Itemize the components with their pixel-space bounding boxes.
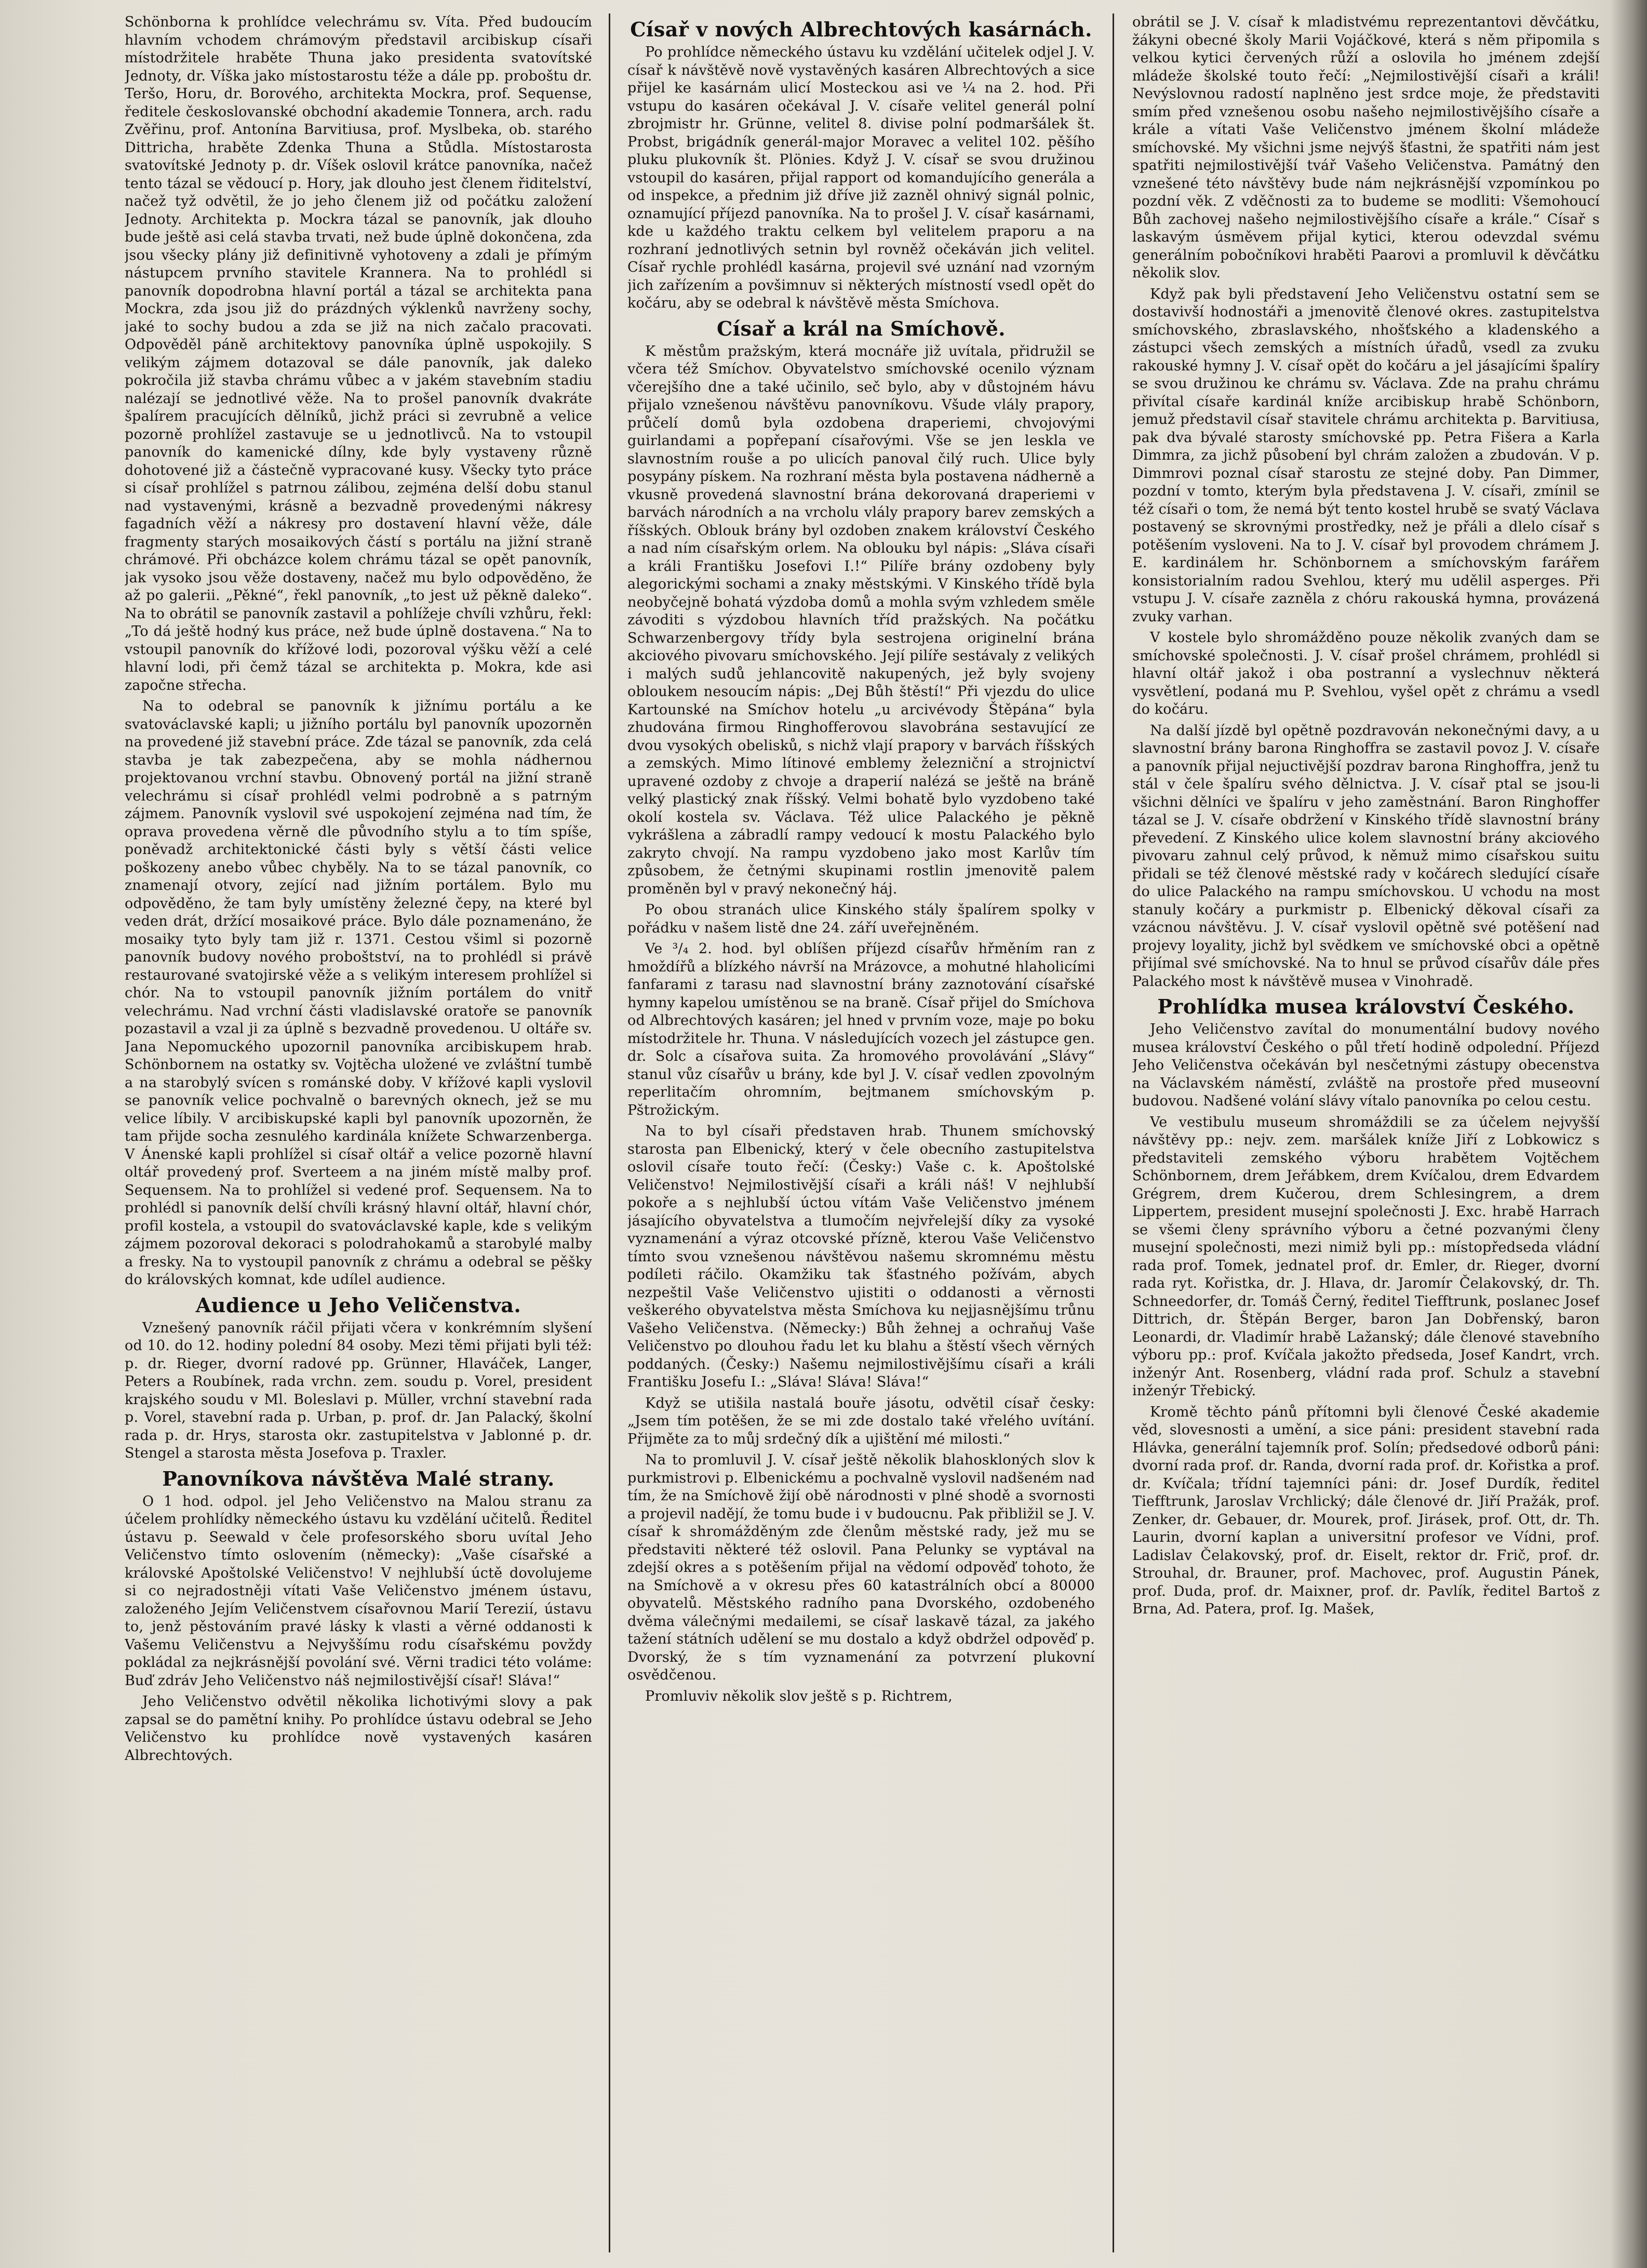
article-paragraph: O 1 hod. odpol. jel Jeho Veličenstvo na Malou stranu za účelem prohlídky německého ústavu ku vzdělání učitelů. Ředitel ústavu p. Seewald v čele profesorského sboru uvítal Jeho Veličenstvo tímto oslovením (německy): „Vaše císařské a královské Apoštolské Veličenstvo! V nejhlubší úctě dovolujeme si co nejradostněji vítati Vaše Veličenstvo jménem ústavu, založeného Jejím Veličenstvem císařovnou Marií Terezií, ústavu to, jenž pěstováním pravé lásky k vlasti a věrné oddanosti k Vašemu Veličenstvu a Nejvyššímu rodu císařskému povždy pokládal za nejkrásnější povolání své. Věrni tradici této voláme: Buď zdráv Jeho Veličenstvo náš nejmilostivější císař! Sláva!“	[125, 1493, 592, 1689]
page-edge-shadow	[1611, 0, 1647, 2268]
article-paragraph: Schönborna k prohlídce velechrámu sv. Víta. Před budoucím hlavním vchodem chrámovým představil arcibiskup císaři místodržitele hraběte Thuna jako presidenta svatovítské Jednoty, dr. Víška jako místostarostu téže a dále pp. proboštu dr. Teršo, Horu, dr. Borového, architekta Mockra, prof. Sequense, ředitele českoslovanské obchodní akademie Tonnera, arch. radu Zvěřinu, prof. Antonína Barvitiusa, prof. Myslbeka, ob. starého Dittricha, hraběte Zdenka Thuna a Stůdla. Místostarosta svatovítské Jednoty p. dr. Víšek oslovil krátce panovníka, načež tento tázal se vědoucí p. Hory, jak dlouho jest členem řiditelství, načež tyž odvětil, že jo jeho členem již od počátku založení Jednoty. Architekta p. Mockra tázal se panovník, jak dlouho bude ještě asi celá stavba trvati, než bude úplně dokončena, zda jsou všecky plány již definitivně vyhotoveny a zdali je přímým nástupcem prvního stavitele Krannera. Na to prohlédl si panovník dopodrobna hlavní portál a tázal se architekta pana Mockra, zda jsou již do prázdných výklenků navrženy sochy, jaké to sochy budou a zda se již na nich začalo pracovati. Odpověděl páně architektovy panovníka úplně uspokojily. S velikým zájmem dotazoval se dále panovník, jak daleko pokročila již stavba chrámu vůbec a v jakém stavebním stadiu nalézají se jednotlivé věže. Na to prošel panovník dvakráte špalírem pracujících dělníků, jichž práci si zevrubně a velice pozorně prohlížel zastavuje se u jednotlivců. Na to vstoupil panovník do kamenické dílny, kde byly vystaveny různě dohotovené již a částečně vypracované kusy. Všecky tyto práce si císař prohlížel s patrnou zálibou, zejména delší dobu stanul nad vystavenými, krásně a bezvadně provedenými nákresy fagadních věží a nákresy pro dostavení hlavní věže, dále fragmenty starých mosaikových částí s portálu na jižní straně chrámové. Při obcházce kolem chrámu tázal se opět panovník, jak vysoko jsou věže dostaveny, načež mu bylo odpověděno, že až po galerii. „Pěkné“, řekl panovník, „to jest už pěkně daleko“. Na to obrátil se panovník zastavil a pohlížeje chvíli vzhůru, řekl: „To dá ještě hodný kus práce, než bude úplně dostavena.“ Na to vstoupil panovník do křížové lodi, pozoroval výšku věží a celé hlavní lodi, při čemž tázal se architekta p. Mokra, kde asi započne střecha.	[125, 14, 592, 693]
column-divider	[609, 14, 610, 2252]
article-paragraph: Jeho Veličenstvo zavítal do monumentální budovy nového musea království Českého o půl třetí hodině odpolední. Příjezd Jeho Veličenstva očekáván byl nesčetnými zástupy obecenstva na Václavském náměstí, zvláště na prostoře před museovní budovou. Nadšené volání slávy vítalo panovníka po celou cestu.	[1132, 1021, 1600, 1109]
section-heading-smichov: Císař a král na Smíchově.	[716, 316, 1006, 340]
section-heading-audience: Audience u Jeho Veličenstva.	[195, 1293, 521, 1317]
column-2	[627, 14, 1095, 2252]
article-paragraph: Na další jízdě byl opětně pozdravován nekonečnými davy, a u slavnostní brány barona Ringhoffra se zastavil povoz J. V. císaře a panovník přijal nejuctivější pozdrav barona Ringhoffra, jenž tu stál v čele špalíru svého dělnictva. J. V. císař ptal se jsou-li všichni dělníci ve špalíru v jeho zaměstnání. Baron Ringhoffer tázal se J. V. císaře obdržení v Kinského třídě slavnostní brány převedení. Z Kinského ulice kolem slavnostní brány akciového pivovaru zahnul celý průvod, k němuž mimo císařskou suitu přidali se též členové městské rady v kočárech sledující císaře do ulice Palackého na rampu smíchovskou. U vchodu na most stanuly kočáry a purkmistr p. Elbenický děkoval císaři za vzácnou návštěvu. J. V. císař vyslovil opětně své potěšení nad projevy loyality, jichž byl svědkem ve smíchovské obci a opětně přijímal své smíchovské. Na to hnul se průvod císařův dále přes Palackého most k návštěvě musea v Vinohradě.	[1132, 722, 1600, 990]
section-heading-albrecht-barracks: Císař v nových Albrechtových kasárnách.	[630, 18, 1092, 41]
article-paragraph: Ve ³/₄ 2. hod. byl oblíšen příjezd císařův hřměním ran z hmoždířů a blízkého návrší na Mrázovce, a mohutné hlaholicími fanfarami z tarasu nad slavnostní brány zaznotování císařské hymny kapelou umístěnou se na braně. Císař přijel do Smíchova od Albrechtových kasáren; jel hned v prvním voze, maje po boku místodržitele hr. Thuna. V následujících vozech jel zástupce gen. dr. Solc a císařova suita. Za hromového provolávání „Slávy“ stanul vůz císařův u brány, kde byl J. V. císař vedlen zpovolným reperlitačím ohromním, bejtmanem smíchovským p. Pštrožickým.	[627, 941, 1095, 1118]
article-paragraph: Na to byl císaři představen hrab. Thunem smíchovský starosta pan Elbenický, který v čele obecního zastupitelstva oslovil císaře touto řečí: (Česky:) Vaše c. k. Apoštolské Veličenstvo! Nejmilostivější císaři a králi náš! V nejhlubší pokoře a s nejhlubší úctou vítám Vaše Veličenstvo jménem jásajícího obyvatelstva a tlumočím nejvřelejší díky za vysoké vyznamenání a výraz otcovské přízně, kterou Vaše Veličenstvo tímto svou vznešenou návštěvou našemu skromnému městu podíleti ráčilo. Okamžiku tak šťastného požívám, abych nezpeštil Vaše Veličenstvo ujistiti o oddanosti a věrnosti veškerého obyvatelstva města Smíchova ku nejjasnějšímu trůnu Vašeho Veličenstva. (Německy:) Bůh žehnej a ochraňuj Vaše Veličenstvo po dlouhou řadu let ku blahu a štěstí všech věrných poddaných. (Česky:) Našemu nejmilostivějšímu císaři a králi Františku Josefu I.: „Sláva! Sláva! Sláva!“	[627, 1123, 1095, 1390]
article-paragraph: obrátil se J. V. císař k mladistvému reprezentantovi děvčátku, žákyni obecné školy Marii Vojáčkové, která s něm připomila s velkou kytici červených růží a oslovila ho jménem zdejší mládeže školské touto řečí: „Nejmilostivější císaři a králi! Nevýslovnou radostí naplněno jest srdce moje, že představiti smím před vznešenou osobu našeho nejmilostivějšího císaře a krále a vítati Vaše Veličenstvo jménem školní mládeže smíchovské. My všichni jsme nejvýš šťastni, že spatřiti nám jest spatřiti nejmilostivější tvář Vašeho Veličenstva. Památný den vznešené této návštěvy bude nám nejkrásnější vzpomínkou po pozdní věk. Z vděčnosti za to budeme se modliti: Všemohoucí Bůh zachovej našeho nejmilostivějšího císaře a krále.“ Císař s laskavým úsměvem přijal kytici, kterou odevzdal svému generálním pobočníkovi hraběti Paarovi a promluvil k děvčátku několik slov.	[1132, 14, 1600, 281]
article-paragraph: Na to odebral se panovník k jižnímu portálu a ke svatováclavské kapli; u jižního portálu byl panovník upozorněn na provedené již stavební práce. Zde tázal se panovník, zda celá stavba je tak zabezpečena, aby se mohla nádhernou projektovanou vrchní stavbu. Obnovený portál na jižní straně velechrámu si císař prohlédl velmi podrobně a s patrným zájmem. Panovník vyslovil své uspokojení zejména nad tím, že oprava provedena věrně dle původního stylu a to tím spíše, poněvadž architektonické části byly s větší části velice poškozeny anebo vůbec chyběly. Na to se tázal panovník, co znamenají otvory, zející nad jižním portálem. Bylo mu odpověděno, že tam byly umístěny železné čepy, na které byl veden drát, držící mosaikové práce. Bylo dále poznamenáno, že mosaiky tyto byly tam již r. 1371. Cestou všiml si pozorně panovník budovy nového proboštství, na to prohlédl si právě restaurované svatojirské věže a s velikým interesem prohlížel si chór. Na to vstoupil panovník jižním portálem do vnitř velechrámu. Nad vrchní části vladislavské oratoře se panovník pozastavil a vzal ji za úplně s bezvadně provedenou. U oltáře sv. Jana Nepomuckého upozornil panovníka arcibiskupem hrab. Schönbornem na ostatky sv. Vojtěcha uložené ve zvláštní tumbě a na starobylý svícen s románské doby. V křížové kapli vyslovil se panovník velice pochvalně o barevných oknech, jež se mu velice líbily. V arcibiskupské kapli byl panovník upozorněn, že tam přijde socha zesnulého kardinála knížete Schwarzenberga. V Ánenské kapli prohlížel si císař oltář a velice pozorně hlavní oltář provedený prof. Sverteem a na jiném místě malby prof. Sequensem. Na to prohlížel si vedené prof. Sequensem. Na to prohlédl si panovník delší chvíli krásný hlavní oltář, hlavní chór, profil kostela, a vstoupil do svatováclavské kaple, kde s velikým zájmem pozoroval dekoraci s polodrahokamů a starobylé malby a fresky. Na to vystoupil panovník z chrámu a odebral se pěšky do královských komnat, kde udílel audience.	[125, 698, 592, 1288]
article-paragraph: K městům pražským, která mocnáře již uvítala, přidružil se včera též Smíchov. Obyvatelstvo smíchovské ocenilo význam včerejšího dne a také učinilo, seč bylo, aby v důstojném hávu přijalo vznešenou návštěvu panovníkovu. Všude vlály prapory, průčelí domů byla ozdobena draperiemi, chvojovými guirlandami a popřepaní císařovými. Vše se jen leskla ve slavnostním rouše a po ulicích panoval čilý ruch. Ulice byly posypány pískem. Na rozhraní města byla postavena nádherně a vkusně provedená slavnostní brána dekorovaná draperiemi v barvách národních a na vrcholu vlály prapory barev zemských a říšských. Oblouk brány byl ozdoben znakem království Českého a nad ním císařským orlem. Na oblouku byl nápis: „Sláva císaři a králi Františku Josefovi I.!“ Pilíře brány ozdobeny byly alegorickými sochami a znaky městskými. V Kinského třídě byla neobyčejně bohatá výzdoba domů a mohla svým vzhledem směle závoditi s výzdobou hlavních tříd pražských. Na počátku Schwarzenbergovy třídy byla sestrojena originelní brána akciového pivovaru smíchovského. Její pilíře sestávaly z velikých i malých sudů jehlancovitě nakupených, jež byly svojeny obloukem nesoucím nápis: „Dej Bůh štěstí!“ Při vjezdu do ulice Kartounské na Smíchov hotelu „u arcivévody Štěpána“ byla zhudována firmou Ringhofferovou slavobrána sestavující ze dvou vysokých obelisků, s nichž vlají prapory v barvách říšských a zemských. Mimo lítinové emblemy železniční a strojnictví upravené ozdoby z chvoje a draperií nalézá se ještě na bráně velký plastický znak říšský. Velmi bohatě bylo vyzdobeno také okolí kostela sv. Václava. Též ulice Palackého je pěkně vykrášlena a zábradlí rampy vedoucí k mostu Palackého bylo zakryto chvojí. Na rampu vyzdobeno jako most Karlův tím způsobem, že četnými skupinami rostlin jmenovitě palem proměněn byl v pravý nekonečný háj.	[627, 343, 1095, 897]
section-heading-mala-strana: Panovníkova návštěva Malé strany.	[162, 1466, 555, 1490]
article-paragraph: Když se utišila nastalá bouře jásotu, odvětil císař česky: „Jsem tím potěšen, že se mi zde dostalo také vřelého uvítání. Přijměte za to můj srdečný dík a ujištění mé milosti.“	[627, 1395, 1095, 1447]
article-paragraph: Na to promluvil J. V. císař ještě několik blahoskloných slov k purkmistrovi p. Elbenickému a pochvalně vyslovil nadšeném nad tím, že na Smíchově žijí obě národnosti v plné shodě a svornosti a projevil nadějí, že tomu bude i v budoucnu. Pak přibližil se J. V. císař k shromážděným zde členům městské rady, jež mu se představiti některé též oslovil. Pana Pelunky se vyptával na zdejší okres a s potěšením přijal na vědomí odpověď tohoto, že na Smíchově a v okresu přes 60 katastrálních obcí a 80000 obyvatelů. Městského radního pana Dvorského, ozdobeného dvěma válečnými medailemi, se císař laskavě tázal, za jakého tažení státních udělení se mu dostalo a když obdržel odpověď p. Dvorský, že s tím vyznamenání za potvrzení plukovní osvědčenou.	[627, 1452, 1095, 1683]
column-divider	[1113, 14, 1114, 2252]
article-paragraph: Po prohlídce německého ústavu ku vzdělání učitelek odjel J. V. císař k návštěvě nově vystavěných kasáren Albrechtových a sice přijel ke kasárnám ulicí Mosteckou asi ve ¼ na 2. hod. Při vstupu do kasáren očekával J. V. císaře velitel generál polní zbrojmistr hr. Grünne, velitel 8. divise polní podmaršálek št. Probst, brigádník generál-major Moravec a velitel 102. pěšího pluku plukovník št. Plönies. Když J. V. císař se svou družinou vstoupil do kasáren, přijal rapport od komandujícího generála a od inspekce, a přednim již dříve již zazněl ohnivý signál polnic, oznamující příjezd panovníka. Na to prošel J. V. císař kasárnami, kde u každého traktu celkem byl velitelem praporu a na rozhraní jednotlivých setnin byl rovněž očekáván jich velitel. Císař rychle prohlédl kasárna, projevil své uznání nad vzorným jich zařízením a povšimnuv si některých místností vsedl opět do kočáru, aby se odebral k návštěvě města Smíchova.	[627, 44, 1095, 311]
article-paragraph: Když pak byli představení Jeho Veličenstvu ostatní sem se dostavivší hodnostáři a jmenovitě členové okres. zastupitelstva smíchovského, zbraslavského, nhošťského a kladenského a zástupci všech zemských a místních úřadů, vsedl za zvuku rakouské hymny J. V. císař opět do kočáru a jel jásajícími špalíry se svou družinou ke chrámu sv. Václava. Zde na prahu chrámu přivítal císaře kardinál kníže arcibiskup hrabě Schönborn, jemuž představil císař stavitele chrámu architekta p. Barvitiusa, pak dva bývalé starosty smíchovské pp. Petra Fišera a Karla Dimmra, za jichž působení byl chrám založen a zbudován. V p. Dimmrovi poznal císař starostu ze stejné doby. Pan Dimmer, pozdní v tomto, kterým byla představena J. V. císaři, zmínil se též císaři o tom, že nemá být tento kostel hrubě se svatý Václava postavený se skrovnými prostředky, než je přáli a dlelo císař s potěšením vysloveni. Na to J. V. císař byl provodem chrámem J. E. kardinálem hr. Schönbornem a smíchovským farářem konsistorialním radou Svehlou, který mu udělil asperges. Při vstupu J. V. císaře zazněla z chóru rakouská hymna, provázená zvuky varhan.	[1132, 286, 1600, 625]
section-heading-museum: Prohlídka musea království Českého.	[1157, 995, 1575, 1018]
article-paragraph: Ve vestibulu museum shromáždili se za účelem nejvyšší návštěvy pp.: nejv. zem. maršálek kníže Jiří z Lobkowicz s představiteli zemského výboru hrabětem Vojtěchem Schönbornem, drem Jeřábkem, drem Kvíčalou, drem Edvardem Grégrem, drem Kučerou, drem Schlesingrem, a drem Lippertem, president musejní společnosti J. Exc. hrabě Harrach se všemi členy správního výboru a četné pozvanými členy musejní společnosti, mezi nimiž byli pp.: místopředseda vládní rada prof. Tomek, jednatel prof. dr. Emler, dr. Rieger, dvorní rada ryt. Kořistka, dr. J. Hlava, dr. Jaromír Čelakovský, dr. Th. Schneedorfer, dr. Tomáš Černý, ředitel Tiefftrunk, poslanec Josef Dittrich, dr. Štěpán Berger, baron Jan Dobřenský, baron Leonardi, dr. Vladimír hrabě Lažanský; dále členové stavebního výboru pp.: prof. Kvíčala jakožto předseda, Josef Kandrt, vrch. inženýr Ant. Rosenberg, vládní rada prof. Schulz a stavební inženýr Třebický.	[1132, 1114, 1600, 1399]
article-paragraph: Jeho Veličenstvo odvětil několika lichotivými slovy a pak zapsal se do pamětní knihy. Po prohlídce ústavu odebral se Jeho Veličenstvo ku prohlídce nově vystavených kasáren Albrechtových.	[125, 1693, 592, 1764]
article-paragraph: V kostele bylo shromážděno pouze několik zvaných dam se smíchovské společnosti. J. V. císař prošel chrámem, prohlédl si hlavní oltář jakož i oba postranní a vyslechnuv některá vysvětlení, podaná mu P. Svehlou, vyšel opět z chrámu a vsedl do kočáru.	[1132, 630, 1600, 717]
article-paragraph: Po obou stranách ulice Kinského stály špalírem spolky v pořádku v našem listě dne 24. září uveřejněném.	[627, 902, 1095, 936]
article-paragraph: Kromě těchto pánů přítomni byli členové České akademie věd, slovesnosti a umění, a sice páni: president stavební rada Hlávka, generální tajemník prof. Solín; předsedové odborů páni: dvorní rada prof. dr. Randa, dvorní rada prof. dr. Kořistka a prof. dr. Kvíčala; třídní tajemníci páni: dr. Josef Durdík, ředitel Tiefftrunk, Jaroslav Vrchlický; dále členové dr. Jiří Pražák, prof. Zenker, dr. Gebauer, dr. Mourek, prof. Jirásek, prof. Ott, dr. Th. Laurin, dvorní kaplan a universitní profesor ve Vídni, prof. Ladislav Čelakovský, prof. dr. Eiselt, rektor dr. Frič, prof. dr. Strouhal, dr. Brauner, prof. Machovec, prof. Augustin Pánek, prof. Duda, prof. dr. Maixner, prof. dr. Pavlík, ředitel Bartoš z Brna, Ad. Patera, prof. Ig. Mašek,	[1132, 1404, 1600, 1617]
column-1	[125, 14, 592, 2252]
article-paragraph: Vznešený panovník ráčil přijati včera v konkrémním slyšení od 10. do 12. hodiny polední 84 osoby. Mezi těmi přijati byli též: p. dr. Rieger, dvorní radové pp. Grünner, Hlaváček, Langer, Peters a Roubínek, rada vrchn. zem. soudu p. Vorel, president krajského soudu v Ml. Boleslavi p. Müller, vrchní stavební rada p. Vorel, stavební rada p. Urban, p. prof. dr. Jan Palacký, školní rada p. dr. Hrys, starosta okr. zastupitelstva v Jablonné p. dr. Stengel a starosta města Josefova p. Traxler.	[125, 1319, 592, 1461]
article-paragraph: Promluviv několik slov ještě s p. Richtrem,	[645, 1688, 953, 1704]
column-3	[1132, 14, 1600, 2252]
